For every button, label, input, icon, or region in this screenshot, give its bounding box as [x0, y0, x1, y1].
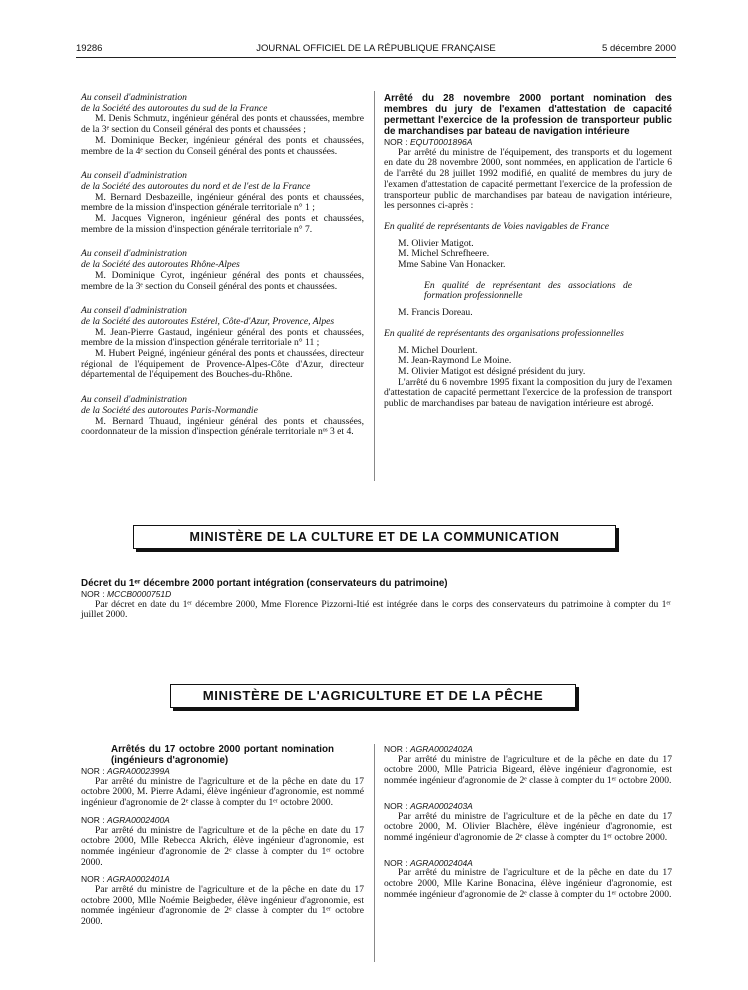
arrete-title: Arrêté du 28 novembre 2000 portant nomination des membres du jury de l'examen d'attestation de capacité permettant l'exercice de la profession de transporteur public de marchandises par bateau de navigation intérieure [384, 93, 672, 137]
nor-label: NOR : [384, 857, 408, 868]
board-heading: Au conseil d'administration [81, 394, 187, 406]
nor-code: AGRA0002401A [107, 874, 170, 885]
appointment-entry: Par arrêté du ministre de l'agriculture et de la pêche en date du 17 octobre 2000, M. Olivier Blachère, élève ingénieur d'agronomie, est nommé ingénieur d'agronomie de 2ᵉ classe à compter du 1ᵉʳ octobre 2000. [384, 810, 672, 843]
board-heading: Au conseil d'administration [81, 92, 187, 103]
board-heading-company: de la Société des autoroutes du sud de la France [81, 102, 268, 114]
appointment-entry: M. Denis Schmutz, ingénieur général des ponts et chaussées, membre de la 3ᵉ section du Conseil général des ponts et chaussées ; [81, 113, 364, 136]
nor-reference [81, 815, 364, 826]
nor-label: NOR : [81, 766, 105, 776]
jury-member: M. Jean-Raymond Le Moine. [398, 355, 512, 367]
ministry-agriculture-banner: MINISTÈRE DE L'AGRICULTURE ET DE LA PÊCHE [170, 684, 576, 708]
header-rule [76, 57, 676, 58]
arretes-title: Arrêtés du 17 octobre 2000 portant nomination (ingénieurs d'agronomie) [111, 744, 334, 766]
running-header [76, 43, 676, 57]
jury-member: M. Francis Doreau. [398, 307, 473, 319]
nor-code: AGRA0002403A [410, 800, 473, 811]
appointment-entry: M. Bernard Thuaud, ingénieur général des ponts et chaussées, coordonnateur de la mission d'inspection générale territoriale nᵒˢ 3 et 4. [81, 415, 364, 438]
nor-code: AGRA0002400A [107, 814, 170, 825]
appointment-entry: M. Bernard Desbazeille, ingénieur général des ponts et chaussées, membre de la mission d'inspection générale territoriale n° 1 ; [81, 191, 364, 214]
nor-label: NOR : [81, 874, 105, 885]
nor-label: NOR : [384, 137, 408, 147]
nor-code: AGRA0002402A [410, 744, 473, 754]
appointment-entry: M. Dominique Cyrot, ingénieur général des ponts et chaussées, membre de la 3ᵉ section du Conseil général des ponts et chaussées. [81, 269, 364, 292]
board-heading-company: de la Société des autoroutes Estérel, Côte-d'Azur, Provence, Alpes [81, 315, 335, 327]
jury-member: M. Olivier Matigot. [398, 237, 474, 249]
jury-member: M. Michel Dourlent. [398, 344, 478, 356]
agriculture-left-column [81, 744, 364, 928]
board-heading-company: de la Société des autoroutes du nord et de l'est de la France [81, 180, 311, 192]
board-heading-company: de la Société des autoroutes Rhône-Alpes [81, 259, 240, 271]
jury-group-heading: En qualité de représentants de Voies navigables de France [384, 220, 610, 232]
appointment-entry: Par arrêté du ministre de l'agriculture et de la pêche en date du 17 octobre 2000, Mlle Noémie Beigbeder, élève ingénieur d'agronomie, est nommée ingénieur d'agronomie de 2ᵉ classe à compter du 1ᵉʳ octobre 2000. [81, 884, 364, 928]
right-column [384, 93, 672, 410]
jury-group-heading: En qualité de représentants des organisations professionnelles [384, 327, 624, 339]
abrogation-text: L'arrêté du 6 novembre 1995 fixant la composition du jury de l'examen d'attestation de capacité permettant l'exercice de la profession de transport public de marchandises par bateau de navigation intérieure est abrogé. [384, 376, 672, 410]
publication-date: 5 décembre 2000 [602, 43, 676, 54]
nor-reference [384, 801, 672, 812]
jury-group-heading: En qualité de représentant des associations de formation professionnelle [424, 279, 632, 302]
nor-code: EQUT0001896A [410, 137, 473, 147]
nor-code: AGRA0002399A [107, 766, 170, 776]
nor-label: NOR : [81, 589, 105, 599]
jury-member: M. Olivier Matigot est désigné président du jury. [398, 365, 586, 377]
board-heading: Au conseil d'administration [81, 170, 187, 182]
nor-label: NOR : [384, 744, 408, 754]
nor-code: AGRA0002404A [410, 857, 473, 868]
culture-decree [81, 578, 671, 621]
board-heading-company: de la Société des autoroutes Paris-Normandie [81, 404, 258, 416]
appointment-entry: M. Dominique Becker, ingénieur général des ponts et chaussées, membre de la 4ᵉ section du Conseil général des ponts et chaussées. [81, 134, 364, 157]
appointment-entry: M. Hubert Peigné, ingénieur général des ponts et chaussées, directeur régional de l'équipement de Provence-Alpes-Côte d'Azur, directeur départemental de l'équipement des Bouches-du-Rhône. [81, 348, 364, 381]
left-column [81, 93, 364, 438]
nor-label: NOR : [384, 800, 408, 811]
journal-title: JOURNAL OFFICIEL DE LA RÉPUBLIQUE FRANÇAISE [256, 43, 496, 54]
appointment-entry: M. Jean-Pierre Gastaud, ingénieur général des ponts et chaussées, membre de la mission d'inspection générale territoriale n° 11 ; [81, 326, 364, 349]
appointment-entry: Par arrêté du ministre de l'agriculture et de la pêche en date du 17 octobre 2000, Mlle Rebecca Akrich, élève ingénieur d'agronomie, est nommée ingénieur d'agronomie de 2ᵉ classe à compter du 1ᵉʳ octobre 2000. [81, 824, 364, 868]
arrete-intro: Par arrêté du ministre de l'équipement, des transports et du logement en date du 28 novembre 2000, sont nommées, en application de l'article 6 de l'arrêté du 28 juillet 1992 modifié, en qualité de membres du jury de l'examen d'attestation de capacité permettant l'exercice de la profession de transporteur public de marchandises par bateau de navigation intérieure, les personnes ci-après : [384, 146, 672, 212]
ministry-culture-banner: MINISTÈRE DE LA CULTURE ET DE LA COMMUNICATION [133, 525, 616, 549]
jury-member: M. Michel Schrefheere. [398, 248, 490, 260]
board-heading: Au conseil d'administration [81, 248, 187, 260]
page-number: 19286 [76, 43, 103, 54]
agriculture-right-column [384, 744, 672, 900]
column-divider [374, 91, 375, 481]
nor-code: MCCB0000751D [107, 589, 172, 599]
column-divider [374, 744, 375, 962]
jury-member: Mme Sabine Van Honacker. [398, 259, 506, 271]
nor-label: NOR : [81, 814, 105, 825]
appointment-entry: Par arrêté du ministre de l'agriculture et de la pêche en date du 17 octobre 2000, Mlle Patricia Bigeard, élève ingénieur d'agronomie, est nommée ingénieur d'agronomie de 2ᵉ classe à compter du 1ᵉʳ octobre 2000. [384, 753, 672, 787]
appointment-entry: M. Jacques Vigneron, ingénieur général des ponts et chaussées, membre de la mission d'inspection générale territoriale n° 7. [81, 213, 364, 235]
board-heading: Au conseil d'administration [81, 305, 187, 317]
appointment-entry: Par arrêté du ministre de l'agriculture et de la pêche en date du 17 octobre 2000, Mlle Karine Bonacina, élève ingénieur d'agronomie, est nommée ingénieur d'agronomie de 2ᵉ classe à compter du 1ᵉʳ octobre 2000. [384, 867, 672, 900]
decree-title: Décret du 1ᵉʳ décembre 2000 portant intégration (conservateurs du patrimoine) [81, 578, 448, 589]
decree-body: Par décret en date du 1ᵉʳ décembre 2000, Mme Florence Pizzorni-Itié est intégrée dans le corps des conservateurs du patrimoine à compter du 1ᵉʳ juillet 2000. [81, 598, 671, 621]
appointment-entry: Par arrêté du ministre de l'agriculture et de la pêche en date du 17 octobre 2000, M. Pierre Adami, élève ingénieur d'agronomie, est nommé ingénieur d'agronomie de 2ᵉ classe à compter du 1ᵉʳ octobre 2000. [81, 775, 364, 809]
